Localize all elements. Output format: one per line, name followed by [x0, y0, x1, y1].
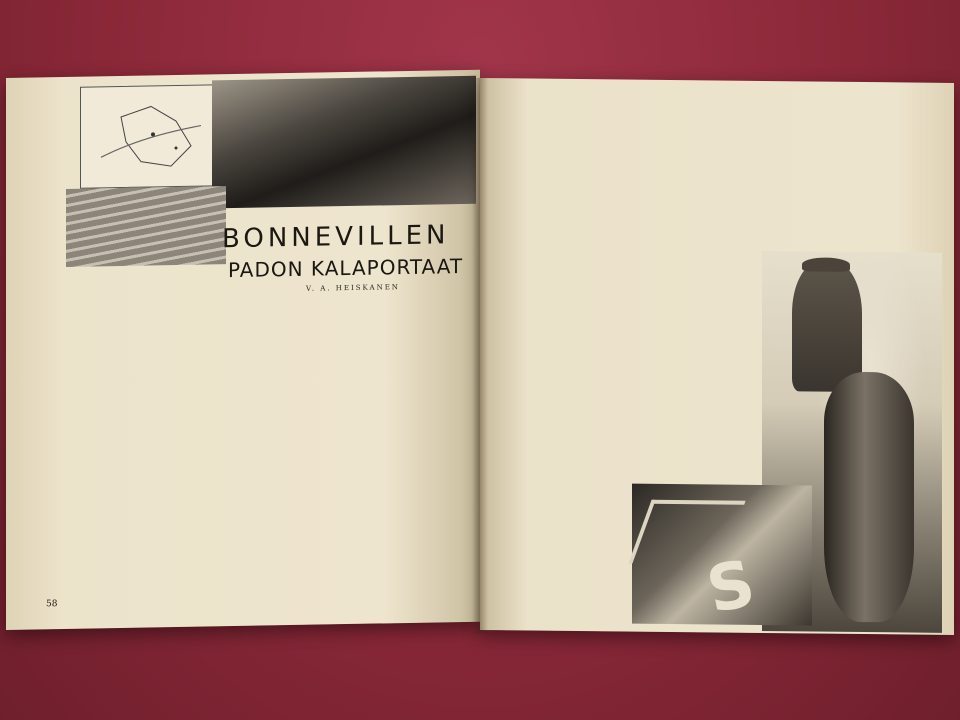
text-paragraph: [786, 107, 916, 108]
fish-ladder-photo: [66, 186, 226, 267]
article-title-line1: BONNEVILLEN: [222, 220, 450, 255]
boat-letter-s: S: [700, 546, 762, 629]
right-text-column-2: [644, 100, 774, 481]
left-text-column-1: [52, 297, 180, 599]
text-paragraph: [644, 100, 774, 101]
map-inset: [80, 84, 214, 188]
article-title-line2: PADON KALAPORTAAT: [228, 254, 464, 283]
fisherman-hat: [802, 257, 850, 272]
fisherman-figure: [792, 261, 862, 392]
map-illustration: [81, 85, 213, 187]
dam-aerial-photo: [212, 76, 476, 209]
page-gutter: [472, 78, 488, 634]
ladder-photo-caption: [68, 268, 226, 271]
text-paragraph: [502, 92, 632, 93]
text-paragraph: [192, 299, 320, 301]
right-text-column-1: [502, 92, 632, 613]
open-magazine: [6, 78, 954, 638]
page-number: 58: [46, 599, 58, 610]
text-paragraph: [332, 296, 460, 298]
left-text-column-2: [192, 299, 320, 597]
left-page: [6, 70, 480, 630]
right-page: [480, 78, 954, 635]
left-text-column-3: [332, 296, 460, 594]
text-paragraph: [52, 297, 180, 299]
large-fish-figure: [824, 372, 914, 623]
article-author: V. A. HEISKANEN: [306, 283, 400, 293]
